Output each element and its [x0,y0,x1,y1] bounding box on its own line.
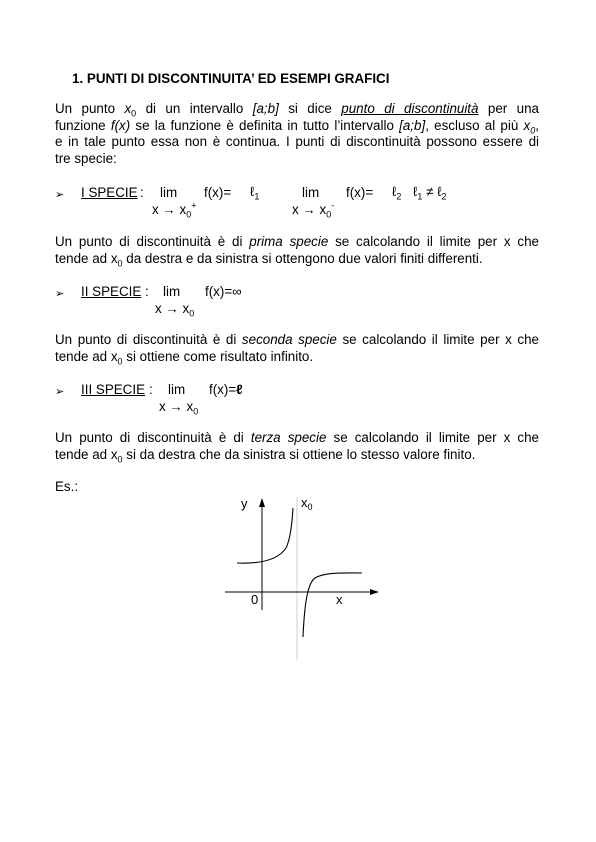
first-limit-value-1: ℓ$_1$ [250,184,260,202]
curve-right-branch [303,573,362,637]
third-para-line-1: Un punto di discontinuità è di terza specie se calcolando il limite per x che [55,430,539,445]
x-axis-arrow [370,589,379,595]
first-limit-value-2: ℓ$_2$ [392,184,402,202]
first-under-right: $x \to x_0^+$ [152,200,197,220]
intro-line-2: funzione f(x) se la funzione è definita in tutto l’intervallo [a;b], escluso al più $x_0$, [55,117,539,136]
third-species-colon: : [149,382,153,397]
second-species-label: II SPECIE [81,284,142,299]
third-para-line-2: tende ad $x_0$ si da destra che da sinistra si ottiene lo stesso valore finito. [55,446,476,465]
origin-label: 0 [251,592,259,607]
first-para-line-2: tende ad $x_0$ da destra e da sinistra si ottengono due valori finiti differenti. [55,250,483,269]
second-para-line-1: Un punto di discontinuità è di seconda specie se calcolando il limite per x che [55,332,540,347]
second-fx: f(x)=∞ [205,284,242,299]
x-axis-label: x [336,592,343,607]
bullet-icon: ➢ [55,288,65,300]
third-under: $x \to x_0$ [159,399,199,417]
bullet-icon: ➢ [55,386,65,398]
third-lim: lim [168,382,186,397]
second-para-line-2: tende ad $x_0$ si ottiene come risultato infinito. [55,348,314,367]
second-lim: lim [163,284,181,299]
y-axis-label: y [241,496,248,511]
intro-line-3: e in tale punto essa non è continua. I punti di discontinuità possono essere di [55,134,539,150]
second-species-colon: : [145,284,149,299]
first-fx-left: f(x)= [346,185,374,200]
first-species-colon: : [140,185,144,200]
intro-line-4: tre specie: [55,150,117,166]
second-under: $x \to x_0$ [155,301,195,319]
intro-line-1: Un punto $x_0$ di un intervallo [a;b] si dice punto di discontinuità per una [55,101,540,119]
bullet-icon: ➢ [55,189,65,201]
first-para-line-1: Un punto di discontinuità è di prima specie se calcolando il limite per x che [55,234,539,249]
example-label: Es.: [55,479,79,494]
x0-label: $x_0$ [301,495,313,512]
section-heading: 1. PUNTI DI DISCONTINUITA’ ED ESEMPI GRAFICI [72,71,390,86]
first-lim-right: lim [160,185,178,200]
first-fx-right: f(x)= [204,185,232,200]
curve-left-branch [237,508,293,563]
first-species-label: I SPECIE [81,185,138,200]
third-fx: f(x)=ℓ [209,382,243,397]
third-species-label: III SPECIE [81,382,145,397]
y-axis-arrow [259,498,265,507]
first-lim-left: lim [302,185,320,200]
first-under-left: $x \to x_0^-$ [292,200,335,220]
first-inequality: ℓ$_1$ ≠ ℓ$_2$ [413,184,447,202]
